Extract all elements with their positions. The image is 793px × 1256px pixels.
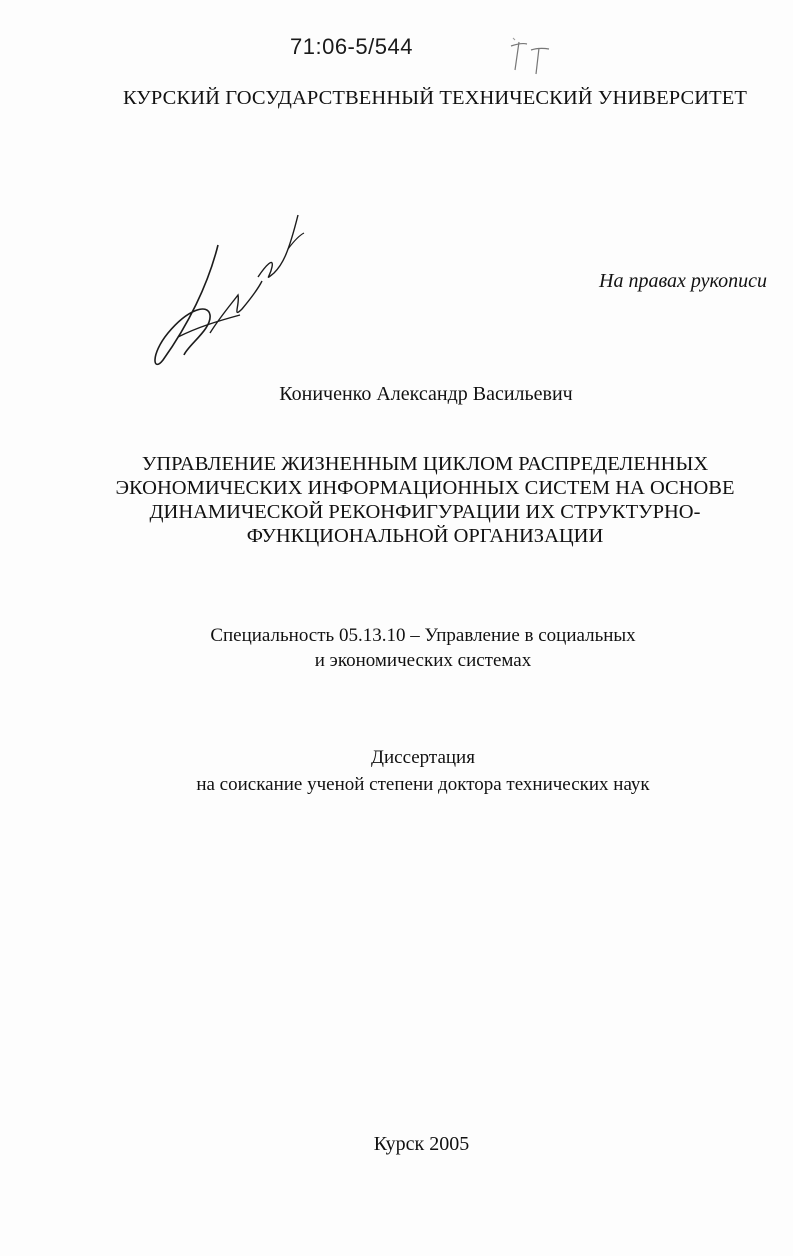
- degree-statement: [150, 744, 696, 798]
- degree-line: Диссертация: [371, 747, 475, 768]
- archive-code: 71:06-5/544: [290, 34, 413, 59]
- city-year: Курск 2005: [373, 1133, 470, 1155]
- specialty-line: Специальность 05.13.10 – Управление в социальных: [210, 625, 636, 646]
- specialty-line: и экономических системах: [314, 650, 532, 671]
- degree-line: на соискание ученой степени доктора технических наук: [196, 774, 650, 795]
- title-line: УПРАВЛЕНИЕ ЖИЗНЕННЫМ ЦИКЛОМ РАСПРЕДЕЛЕННЫХ: [141, 453, 709, 475]
- title-line: ДИНАМИЧЕСКОЙ РЕКОНФИГУРАЦИИ ИХ СТРУКТУРНО-: [149, 501, 701, 523]
- specialty: [150, 623, 696, 673]
- title-line: ФУНКЦИОНАЛЬНОЙ ОРГАНИЗАЦИИ: [246, 525, 604, 547]
- author-name: Кониченко Александр Васильевич: [279, 383, 573, 405]
- author-signature: [148, 205, 308, 375]
- title-line: ЭКОНОМИЧЕСКИХ ИНФОРМАЦИОННЫХ СИСТЕМ НА ОСНОВЕ: [115, 477, 735, 499]
- manuscript-note: На правах рукописи: [599, 270, 767, 292]
- handwritten-mark: [505, 36, 555, 78]
- dissertation-title: [100, 452, 750, 548]
- university-name: КУРСКИЙ ГОСУДАРСТВЕННЫЙ ТЕХНИЧЕСКИЙ УНИВЕРСИТЕТ: [122, 87, 748, 109]
